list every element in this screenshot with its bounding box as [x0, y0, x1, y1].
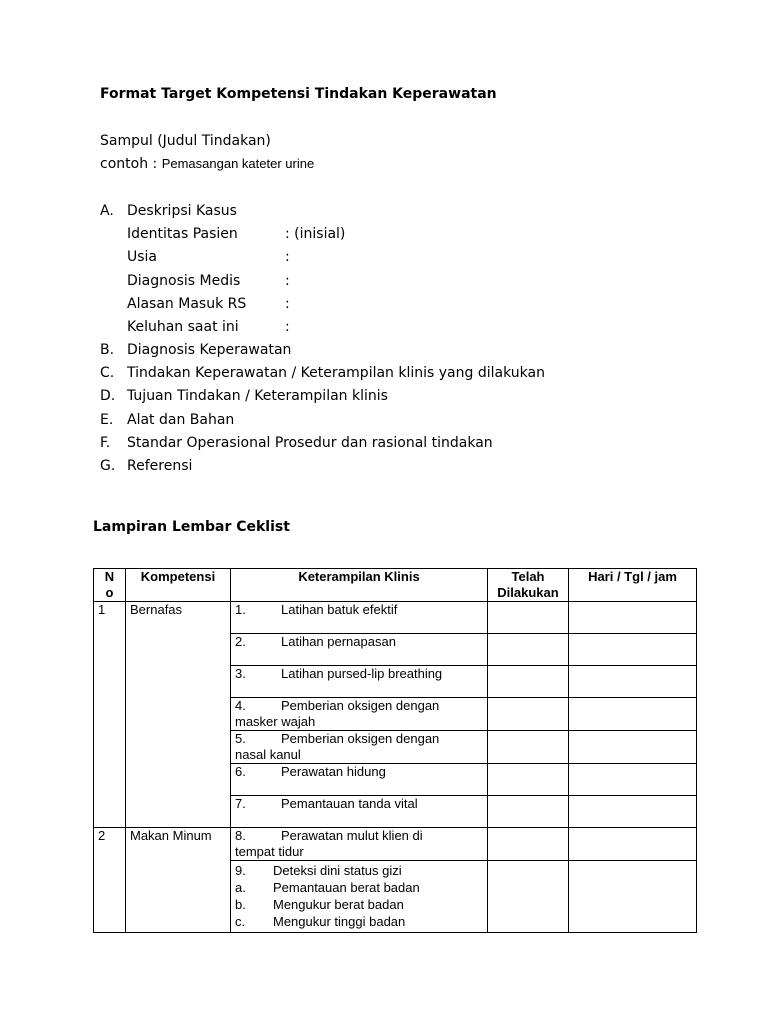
field-label: Keluhan saat ini [127, 319, 239, 335]
header-done: Telah Dilakukan [488, 569, 569, 602]
section-label: Diagnosis Keperawatan [127, 342, 292, 358]
section-letter: G. [100, 458, 116, 474]
section-label: Standar Operasional Prosedur dan rasional tindakan [127, 435, 493, 451]
section-label: Tujuan Tindakan / Keterampilan klinis [127, 388, 388, 404]
row-number: 1 [94, 602, 126, 828]
document-title: Format Target Kompetensi Tindakan Keperawatan [100, 86, 497, 102]
field-label: Usia [127, 249, 158, 265]
done-cell[interactable] [488, 861, 569, 933]
field-value: : [285, 249, 290, 265]
section-letter: C. [100, 365, 115, 381]
example-value: Pemasangan kateter urine [161, 156, 315, 171]
done-cell[interactable] [488, 634, 569, 666]
appendix-title: Lampiran Lembar Ceklist [93, 519, 290, 535]
done-cell[interactable] [488, 666, 569, 698]
header-competency: Kompetensi [126, 569, 231, 602]
field-label: Alasan Masuk RS [127, 296, 247, 312]
section-label: Deskripsi Kasus [127, 203, 237, 219]
row-number: 2 [94, 828, 126, 933]
done-cell[interactable] [488, 764, 569, 796]
done-cell[interactable] [488, 602, 569, 634]
header-date: Hari / Tgl / jam [569, 569, 697, 602]
date-cell[interactable] [569, 731, 697, 764]
done-cell[interactable] [488, 698, 569, 731]
field-value: : [285, 319, 290, 335]
section-letter: A. [100, 203, 114, 219]
skill-cell: 8. Perawatan mulut klien di tempat tidur [231, 828, 488, 861]
section-letter: D. [100, 388, 116, 404]
skill-cell-nested: 9. Deteksi dini status gizi a. Pemantauan berat badan b. Mengukur berat badan c. Mengukur tinggi badan [231, 861, 488, 933]
field-value: : [285, 273, 290, 289]
date-cell[interactable] [569, 634, 697, 666]
example-prefix: contoh : [100, 156, 162, 172]
skill-cell: 6. Perawatan hidung [231, 764, 488, 796]
header-skill: Keterampilan Klinis [231, 569, 488, 602]
field-value: : (inisial) [285, 226, 346, 242]
field-label: Diagnosis Medis [127, 273, 241, 289]
section-label: Referensi [127, 458, 193, 474]
date-cell[interactable] [569, 861, 697, 933]
section-letter: B. [100, 342, 115, 358]
field-value: : [285, 296, 290, 312]
section-letter: F. [100, 435, 111, 451]
section-label: Alat dan Bahan [127, 412, 235, 428]
done-cell[interactable] [488, 796, 569, 828]
skill-cell: 7. Pemantauan tanda vital [231, 796, 488, 828]
competency-cell: Makan Minum [126, 828, 231, 933]
section-letter: E. [100, 412, 114, 428]
skill-cell: 1. Latihan batuk efektif [231, 602, 488, 634]
date-cell[interactable] [569, 666, 697, 698]
table-row [94, 602, 697, 634]
cover-example [100, 156, 314, 172]
skill-cell: 2. Latihan pernapasan [231, 634, 488, 666]
cover-heading: Sampul (Judul Tindakan) [100, 133, 271, 149]
checklist-table [93, 568, 697, 933]
date-cell[interactable] [569, 764, 697, 796]
date-cell[interactable] [569, 796, 697, 828]
date-cell[interactable] [569, 828, 697, 861]
date-cell[interactable] [569, 602, 697, 634]
done-cell[interactable] [488, 731, 569, 764]
competency-cell: Bernafas [126, 602, 231, 828]
done-cell[interactable] [488, 828, 569, 861]
date-cell[interactable] [569, 698, 697, 731]
skill-cell: 3. Latihan pursed-lip breathing [231, 666, 488, 698]
skill-cell: 5. Pemberian oksigen dengan nasal kanul [231, 731, 488, 764]
table-row [94, 828, 697, 861]
field-label: Identitas Pasien [127, 226, 238, 242]
section-label: Tindakan Keperawatan / Keterampilan klinis yang dilakukan [127, 365, 545, 381]
table-header-row [94, 569, 697, 602]
header-no: N o [94, 569, 126, 602]
skill-cell: 4. Pemberian oksigen dengan masker wajah [231, 698, 488, 731]
